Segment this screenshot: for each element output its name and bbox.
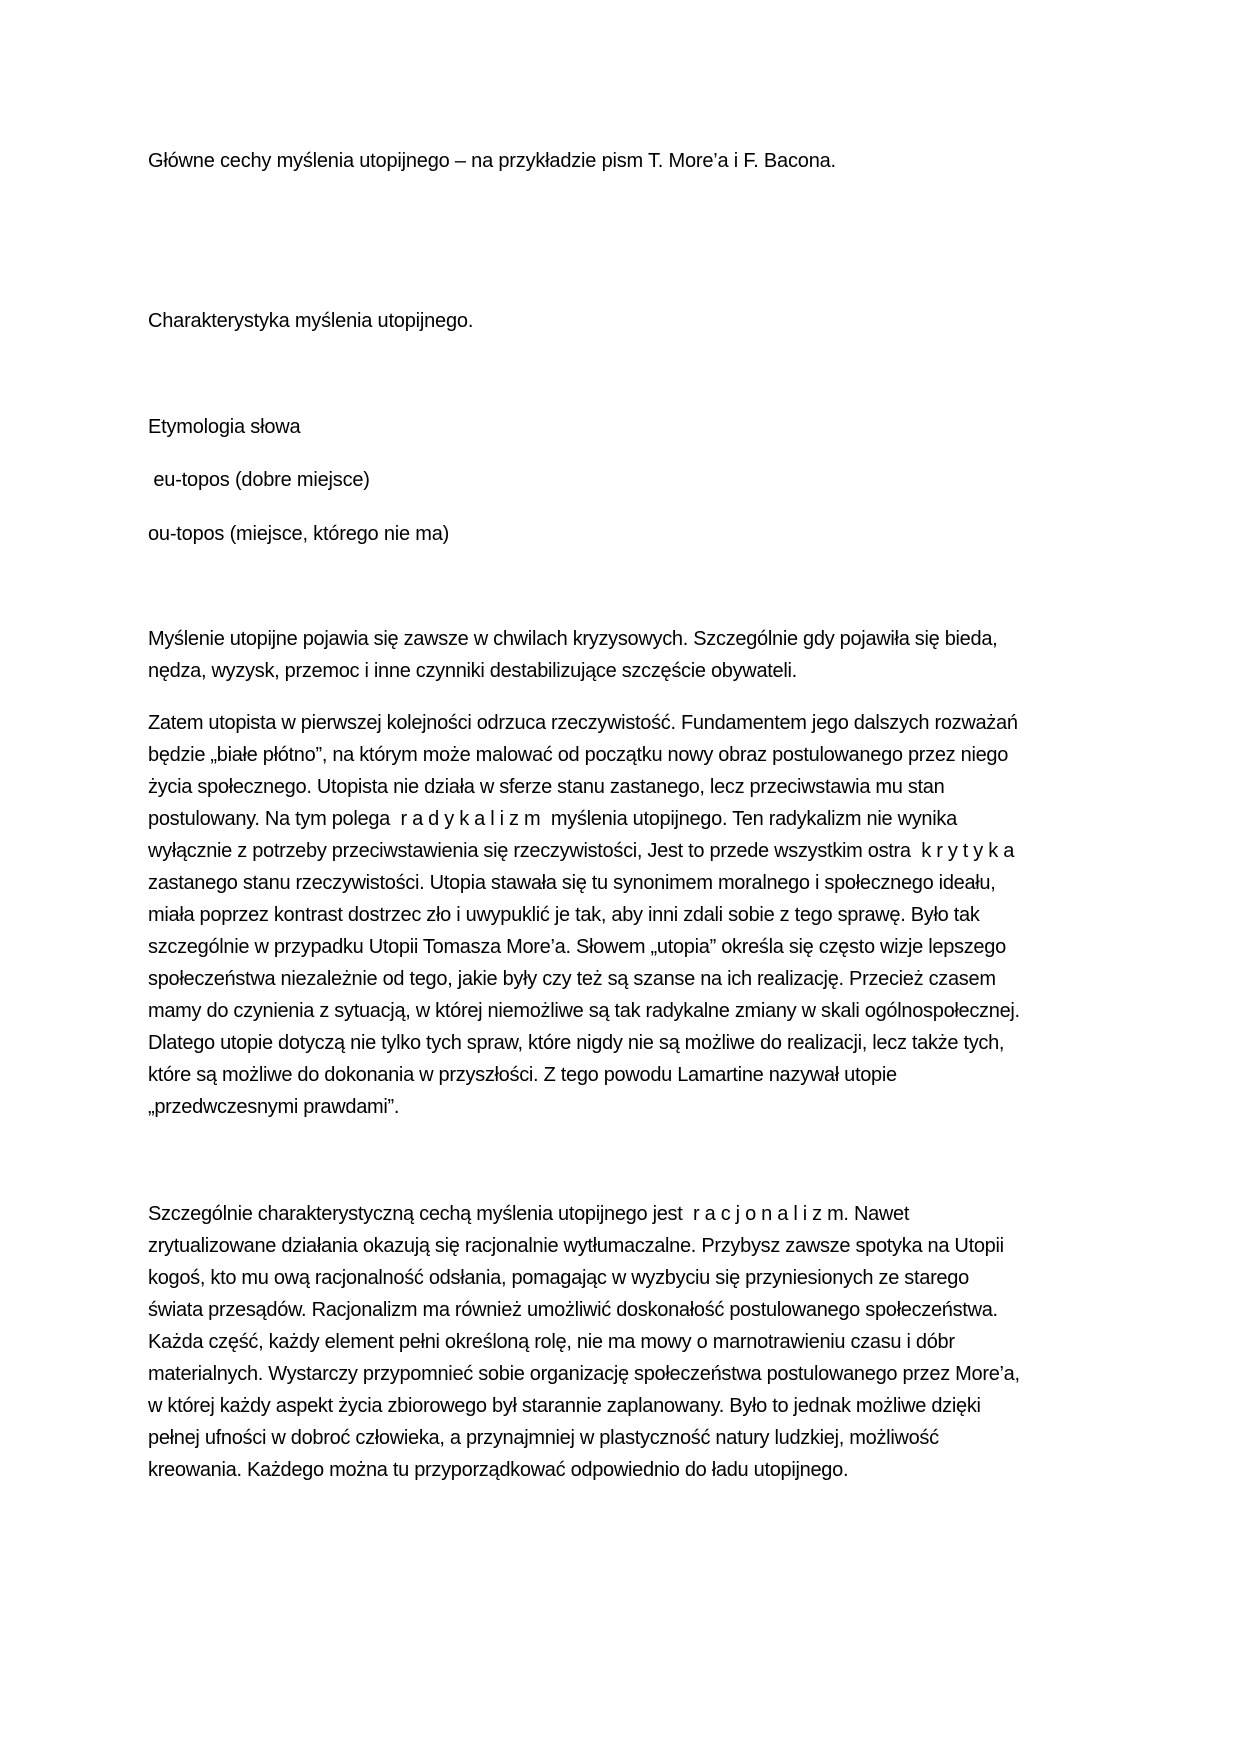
paragraph-line: miała poprzez kontrast dostrzec zło i uwypuklić je tak, aby inni zdali sobie z tego sprawę. Było tak — [148, 904, 980, 926]
paragraph-line: życia społecznego. Utopista nie działa w sferze stanu zastanego, lecz przeciwstawia mu stan — [148, 776, 945, 798]
paragraph-line: świata przesądów. Racjonalizm ma również umożliwić doskonałość postulowanego społeczeństwa. — [148, 1299, 998, 1321]
paragraph-crisis — [148, 623, 1093, 687]
paragraph-line: pełnej ufności w dobroć człowieka, a przynajmniej w plastyczność natury ludzkiej, możliwość — [148, 1427, 939, 1449]
paragraph-line: społeczeństwa niezależnie od tego, jakie były czy też są szanse na ich realizację. Przecież czasem — [148, 968, 996, 990]
paragraph-line: postulowany. Na tym polega r a d y k a l i z m myślenia utopijnego. Ten radykalizm nie wynika — [148, 808, 957, 830]
paragraph-line: materialnych. Wystarczy przypomnieć sobie organizację społeczeństwa postulowanego przez More’a, — [148, 1363, 1020, 1385]
paragraph-line: Zatem utopista w pierwszej kolejności odrzuca rzeczywistość. Fundamentem jego dalszych rozważań — [148, 712, 1018, 734]
paragraph-line: kreowania. Każdego można tu przyporządkować odpowiednio do ładu utopijnego. — [148, 1459, 849, 1481]
paragraph-line: Myślenie utopijne pojawia się zawsze w chwilach kryzysowych. Szczególnie gdy pojawiła się bieda, — [148, 628, 998, 650]
paragraph-line: Każda część, każdy element pełni określoną rolę, nie ma mowy o marnotrawieniu czasu i dóbr — [148, 1331, 955, 1353]
etymology-item-ou-topos: ou-topos (miejsce, którego nie ma) — [148, 523, 450, 545]
paragraph-line: zrytualizowane działania okazują się racjonalnie wytłumaczalne. Przybysz zawsze spotyka na Utopii — [148, 1235, 1004, 1257]
paragraph-line: nędza, wyzysk, przemoc i inne czynniki destabilizujące szczęście obywateli. — [148, 660, 797, 682]
document-title: Główne cechy myślenia utopijnego – na przykładzie pism T. More’a i F. Bacona. — [148, 150, 836, 172]
paragraph-line: będzie „białe płótno”, na którym może malować od początku nowy obraz postulowanego przez niego — [148, 744, 1009, 766]
paragraph-line: zastanego stanu rzeczywistości. Utopia stawała się tu synonimem moralnego i społecznego ideału, — [148, 872, 996, 894]
section-heading: Charakterystyka myślenia utopijnego. — [148, 310, 474, 332]
etymology-item-eu-topos: eu-topos (dobre miejsce) — [148, 469, 370, 491]
paragraph-line: mamy do czynienia z sytuacją, w której niemożliwe są tak radykalne zmiany w skali ogólnospołecznej. — [148, 1000, 1020, 1022]
paragraph-line: kogoś, kto mu ową racjonalność odsłania, pomagając w wyzbyciu się przyniesionych ze starego — [148, 1267, 969, 1289]
paragraph-radicalism — [148, 707, 1093, 1123]
paragraph-line: „przedwczesnymi prawdami”. — [148, 1096, 400, 1118]
paragraph-line: wyłącznie z potrzeby przeciwstawienia się rzeczywistości, Jest to przede wszystkim ostra k r y t y k a — [148, 840, 1015, 862]
paragraph-rationalism — [148, 1198, 1093, 1486]
paragraph-line: szczególnie w przypadku Utopii Tomasza More’a. Słowem „utopia” określa się często wizje lepszego — [148, 936, 1006, 958]
paragraph-line: Szczególnie charakterystyczną cechą myślenia utopijnego jest r a c j o n a l i z m. Nawet — [148, 1203, 910, 1225]
paragraph-line: w której każdy aspekt życia zbiorowego był starannie zaplanowany. Było to jednak możliwe dzięki — [148, 1395, 981, 1417]
paragraph-line: które są możliwe do dokonania w przyszłości. Z tego powodu Lamartine nazywał utopie — [148, 1064, 897, 1086]
paragraph-line: Dlatego utopie dotyczą nie tylko tych spraw, które nigdy nie są możliwe do realizacji, lecz także tych, — [148, 1032, 1005, 1054]
etymology-heading: Etymologia słowa — [148, 416, 301, 438]
